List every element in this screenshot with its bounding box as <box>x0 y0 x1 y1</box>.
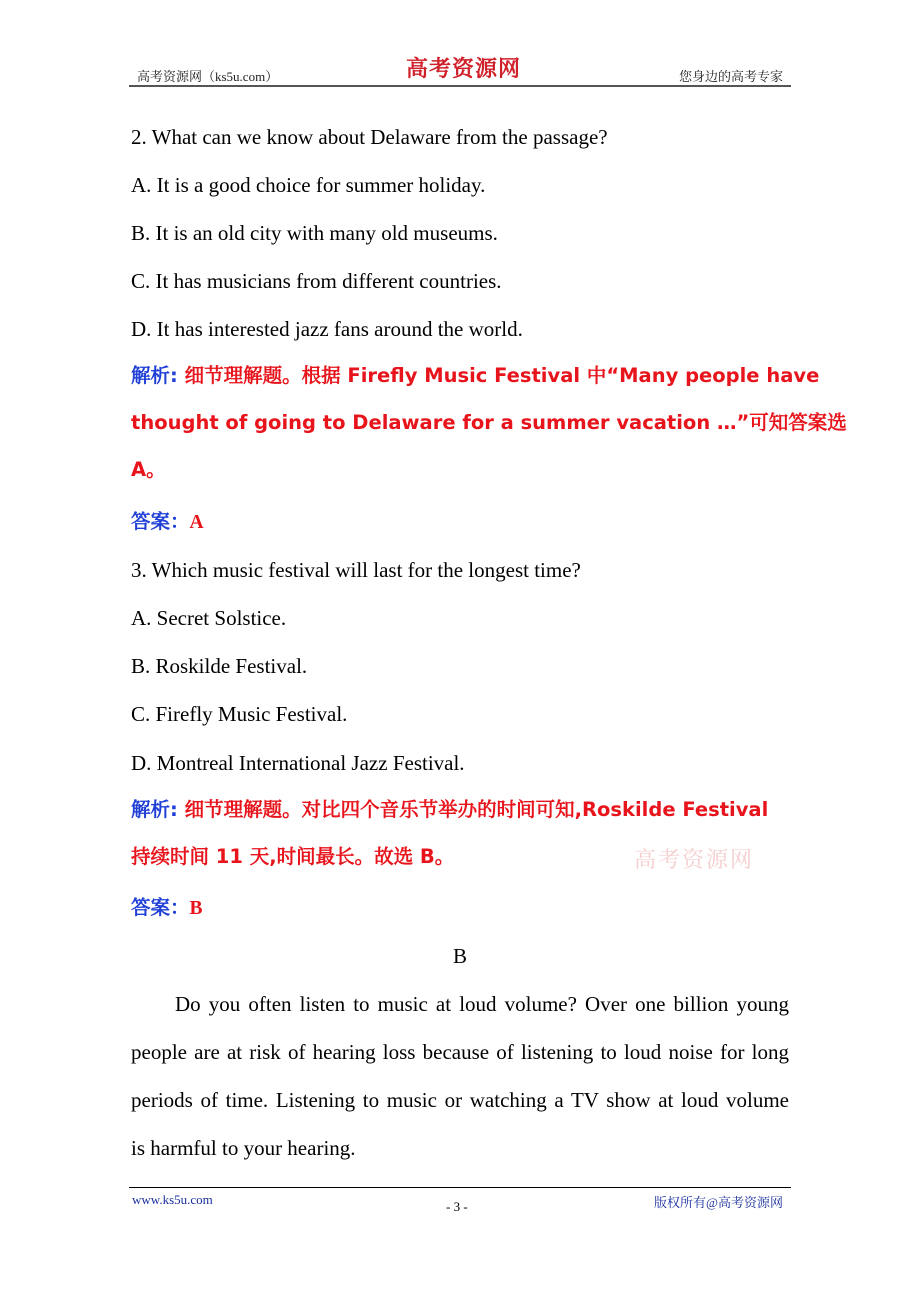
q2-analysis-line-3: A。 <box>131 458 166 481</box>
footer-divider <box>129 1187 791 1188</box>
header-divider <box>129 85 791 87</box>
analysis-text: 细节理解题。根据 Firefly Music Festival 中“Many people have <box>177 364 820 387</box>
answer-label: 答案： <box>131 896 190 919</box>
q3-answer <box>131 895 789 922</box>
site-logo: 高考资源网 <box>406 56 522 81</box>
q3-option-a: A. Secret Solstice. <box>131 606 287 630</box>
q3-analysis-line-2: 持续时间 11 天,时间最长。故选 B。 <box>131 845 455 868</box>
answer-value: B <box>189 898 203 919</box>
analysis-label: 解析: <box>131 798 178 821</box>
header-right: 您身边的高考专家 <box>678 69 783 84</box>
q2-analysis-line-1 <box>131 363 820 389</box>
q3-option-c: C. Firefly Music Festival. <box>131 702 348 726</box>
watermark: 高考资源网 <box>634 847 755 872</box>
q2-option-a: A. It is a good choice for summer holiday. <box>131 173 486 197</box>
q3-analysis-line-1 <box>131 797 789 823</box>
analysis-text: 细节理解题。对比四个音乐节举办的时间可知,Roskilde Festival <box>177 798 769 821</box>
q2-option-b: B. It is an old city with many old museums. <box>131 221 498 245</box>
q2-question: 2. What can we know about Delaware from the passage? <box>131 125 608 149</box>
answer-label: 答案： <box>131 510 190 533</box>
passage-line-1: Do you often listen to music at loud volume? Over one billion young <box>175 992 789 1016</box>
page-number: - 3 - <box>446 1199 468 1214</box>
passage-line-4: is harmful to your hearing. <box>131 1136 356 1160</box>
q2-option-d: D. It has interested jazz fans around the world. <box>131 317 523 341</box>
q3-option-b: B. Roskilde Festival. <box>131 654 308 678</box>
footer-link[interactable]: www.ks5u.com <box>132 1192 213 1207</box>
q2-answer <box>131 509 789 536</box>
q3-option-d: D. Montreal International Jazz Festival. <box>131 751 465 775</box>
passage-line-2: people are at risk of hearing loss because of listening to loud noise for long <box>131 1040 789 1064</box>
q2-option-c: C. It has musicians from different countries. <box>131 269 502 293</box>
q3-question: 3. Which music festival will last for the longest time? <box>131 558 581 582</box>
answer-value: A <box>189 512 204 533</box>
analysis-label: 解析: <box>131 364 178 387</box>
section-heading: B <box>452 944 467 968</box>
header-left: 高考资源网（ks5u.com） <box>137 69 279 84</box>
footer-copyright: 版权所有@高考资源网 <box>654 1195 783 1210</box>
passage-line-3: periods of time. Listening to music or watching a TV show at loud volume <box>131 1088 789 1112</box>
q2-analysis-line-2: thought of going to Delaware for a summer vacation …”可知答案选 <box>131 411 847 434</box>
